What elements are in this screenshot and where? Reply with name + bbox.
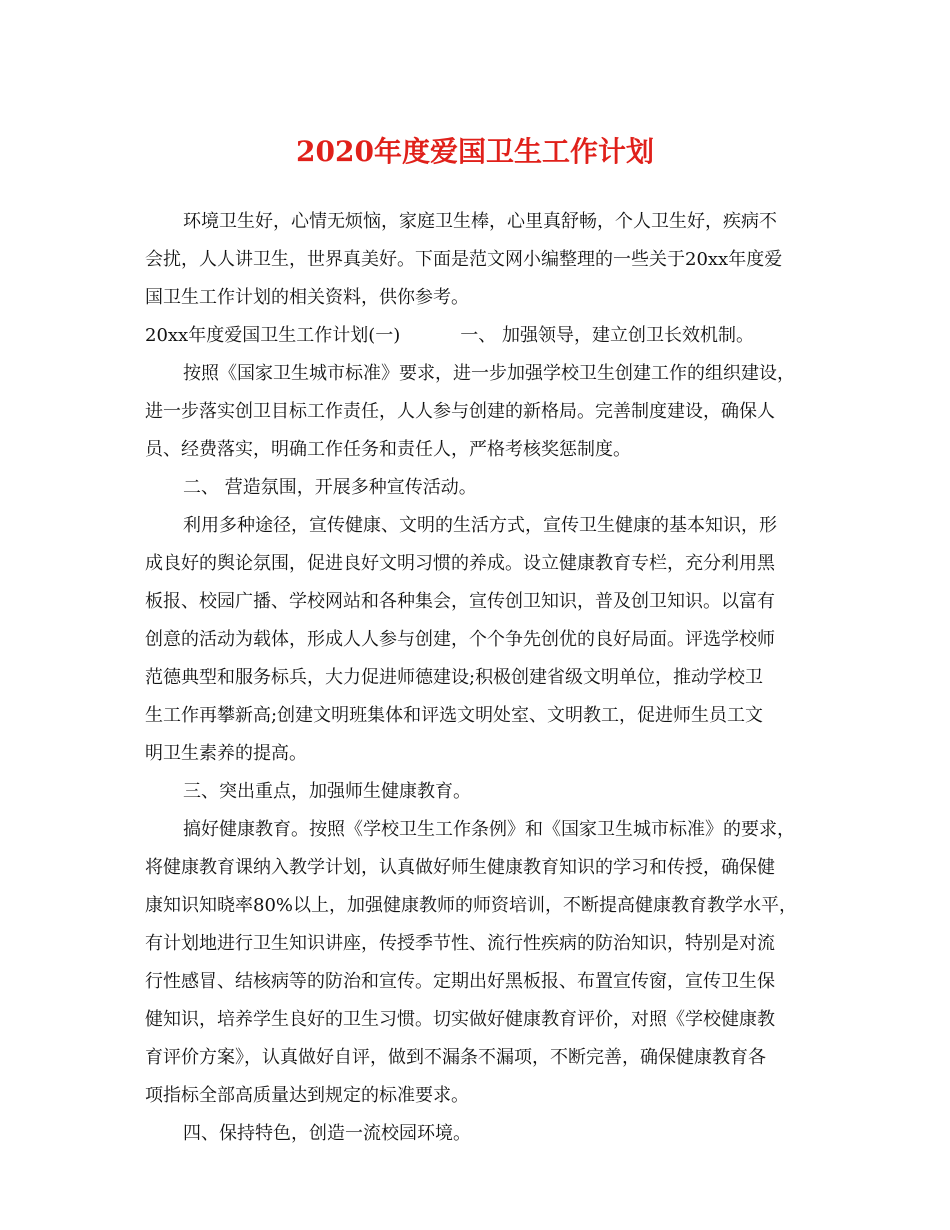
paragraph-line: 范德典型和服务标兵，大力促进师德建设;积极创建省级文明单位，推动学校卫 bbox=[145, 667, 764, 688]
paragraph-line: 搞好健康教育。按照《学校卫生工作条例》和《国家卫生城市标准》的要求， bbox=[183, 819, 795, 840]
section-heading: 二、 营造氛围，开展多种宣传活动。 bbox=[183, 477, 477, 498]
paragraph-line: 成良好的舆论氛围，促进良好文明习惯的养成。设立健康教育专栏，充分利用黑 bbox=[145, 553, 775, 574]
paragraph-line: 项指标全部高质量达到规定的标准要求。 bbox=[145, 1085, 469, 1106]
paragraph-line: 国卫生工作计划的相关资料，供你参考。 bbox=[145, 287, 469, 308]
paragraph-line: 健知识，培养学生良好的卫生习惯。切实做好健康教育评价，对照《学校健康教 bbox=[145, 1009, 775, 1030]
section-heading-line bbox=[145, 323, 754, 349]
paragraph-line: 会扰，人人讲卫生，世界真美好。下面是范文网小编整理的一些关于20xx年度爱 bbox=[145, 249, 783, 270]
paragraph-line: 生工作再攀新高;创建文明班集体和评选文明处室、文明教工，促进师生员工文 bbox=[145, 705, 764, 726]
paragraph-line: 环境卫生好，心情无烦恼，家庭卫生棒，心里真舒畅，个人卫生好，疾病不 bbox=[183, 211, 777, 232]
paragraph-line: 员、经费落实，明确工作任务和责任人，严格考核奖惩制度。 bbox=[145, 439, 631, 460]
plan-subtitle: 20xx年度爱国卫生工作计划(一) bbox=[145, 325, 401, 346]
paragraph-line: 明卫生素养的提高。 bbox=[145, 743, 307, 764]
section-heading: 三、突出重点，加强师生健康教育。 bbox=[183, 781, 471, 802]
document-title: 2020年度爱国卫生工作计划 bbox=[296, 135, 654, 168]
paragraph-line: 创意的活动为载体，形成人人参与创建，个个争先创优的良好局面。评选学校师 bbox=[145, 629, 775, 650]
paragraph-line: 行性感冒、结核病等的防治和宣传。定期出好黑板报、布置宣传窗，宣传卫生保 bbox=[145, 971, 775, 992]
section-heading: 一、 加强领导，建立创卫长效机制。 bbox=[460, 325, 754, 346]
paragraph-line: 利用多种途径，宣传健康、文明的生活方式，宣传卫生健康的基本知识，形 bbox=[183, 515, 777, 536]
paragraph-line: 按照《国家卫生城市标准》要求，进一步加强学校卫生创建工作的组织建设， bbox=[183, 363, 795, 384]
paragraph-line: 将健康教育课纳入教学计划，认真做好师生健康教育知识的学习和传授，确保健 bbox=[145, 857, 775, 878]
paragraph-line: 育评价方案》，认真做好自评，做到不漏条不漏项，不断完善，确保健康教育各 bbox=[145, 1047, 766, 1068]
section-heading: 四、保持特色，创造一流校园环境。 bbox=[183, 1123, 471, 1144]
paragraph-line: 板报、校园广播、学校网站和各种集会，宣传创卫知识，普及创卫知识。以富有 bbox=[145, 591, 775, 612]
paragraph-line: 进一步落实创卫目标工作责任，人人参与创建的新格局。完善制度建设，确保人 bbox=[145, 401, 775, 422]
paragraph-line: 有计划地进行卫生知识讲座，传授季节性、流行性疾病的防治知识，特别是对流 bbox=[145, 933, 775, 954]
paragraph-line: 康知识知晓率80%以上，加强健康教师的师资培训，不断提高健康教育教学水平， bbox=[145, 895, 798, 916]
